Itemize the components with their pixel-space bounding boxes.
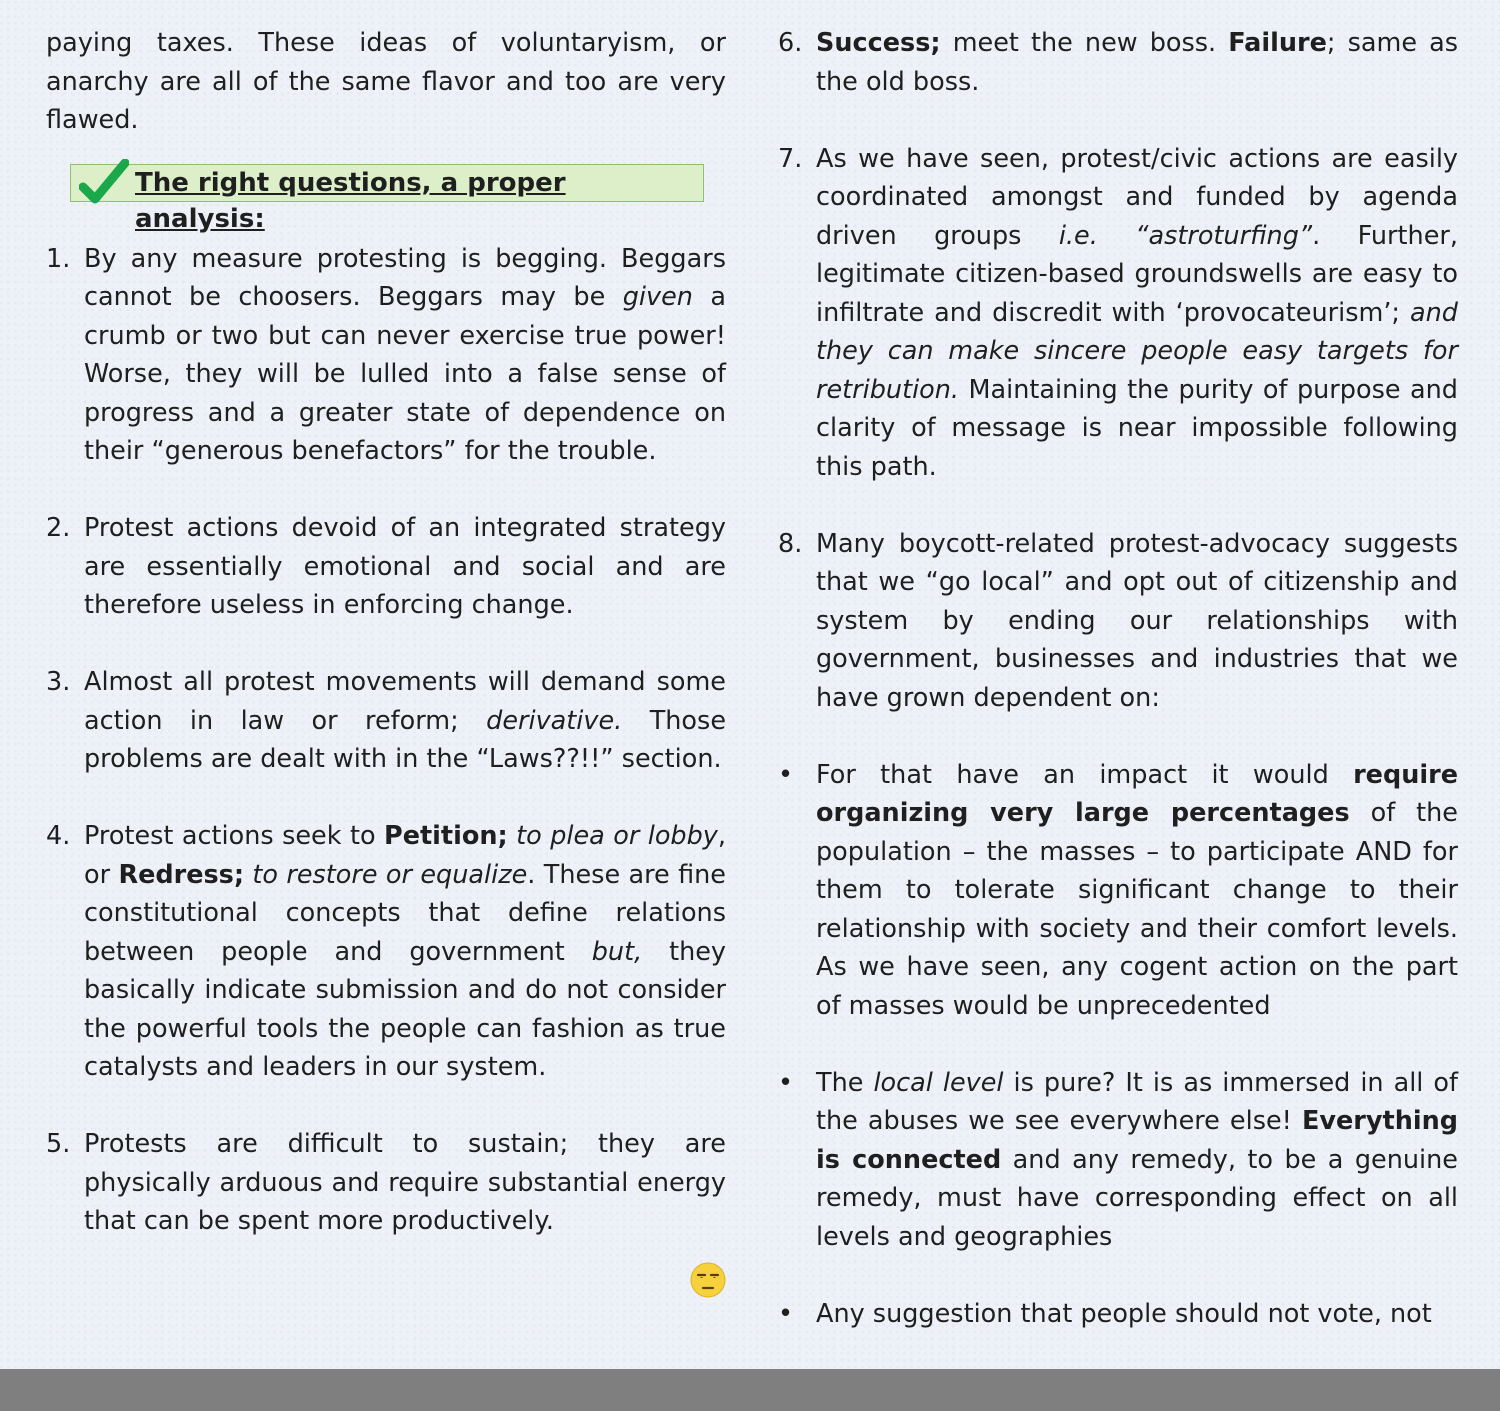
list-item-5: 5. Protests are difficult to sustain; they are physically arduous and require substantial energy that can be spent more productively. bbox=[46, 1129, 726, 1236]
bullet-item-1: • For that have an impact it would require organizing very large percentages of the population – the masses – to participate AND for them to tolerate significant change to their relationship with society and their comfort levels. As we have seen, any cogent action on the part of masses would be unprecedented bbox=[778, 759, 1458, 1021]
list-item-1: 1. By any measure protesting is begging. Beggars cannot be choosers. Beggars may be given a crumb or two but can never exercise true power! Worse, they will be lulled into a false sense of progress and a greater state of dependence on their “generous benefactors” for the trouble. bbox=[46, 243, 727, 466]
bullet-item-3: • Any suggestion that people should not vote, not bbox=[778, 1298, 1432, 1329]
footer-bar bbox=[0, 1369, 1500, 1411]
right-column bbox=[778, 24, 1458, 1333]
checkmark-icon bbox=[79, 159, 129, 207]
left-column bbox=[46, 24, 726, 1241]
bullet-item-2: • The local level is pure? It is as immersed in all of the abuses we see everywhere else! Everything is connected and any remedy, to be a genuine remedy, must have corresponding effect on all levels and geographies bbox=[778, 1067, 1458, 1252]
list-item-7: 7. As we have seen, protest/civic actions are easily coordinated amongst and funded by agenda driven groups i.e. “astroturfing”. Further, legitimate citizen-based groundswells are easy to infiltrate and discredit with ‘provocateurism’; and they can make sincere people easy targets for retribution. Maintaining the purity of purpose and clarity of message is near impossible following this path. bbox=[778, 143, 1458, 482]
unamused-face-icon bbox=[690, 1262, 726, 1298]
list-item-8: 8. Many boycott-related protest-advocacy suggests that we “go local” and opt out of citizenship and system by ending our relationships with government, businesses and industries that we have grown dependent on: bbox=[778, 528, 1458, 713]
heading-text: The right questions, a proper analysis: bbox=[135, 167, 566, 234]
intro-paragraph: paying taxes. These ideas of voluntaryism, or anarchy are all of the same flavor and too are very flawed. bbox=[46, 28, 726, 135]
list-item-6: 6. Success; meet the new boss. Failure; same as the old boss. bbox=[778, 28, 1458, 97]
list-item-2: 2. Protest actions devoid of an integrated strategy are essentially emotional and social and are therefore useless in enforcing change. bbox=[46, 513, 726, 620]
list-item-3: 3. Almost all protest movements will demand some action in law or reform; derivative. Those problems are dealt with in the “Laws??!!” section. bbox=[46, 667, 727, 774]
section-heading bbox=[70, 164, 704, 234]
list-item-4: 4. Protest actions seek to Petition; to plea or lobby, or Redress; to restore or equalize. These are fine constitutional concepts that define relations between people and government but, they basically indicate submission and do not consider the powerful tools the people can fashion as true catalysts and leaders in our system. bbox=[46, 821, 727, 1082]
